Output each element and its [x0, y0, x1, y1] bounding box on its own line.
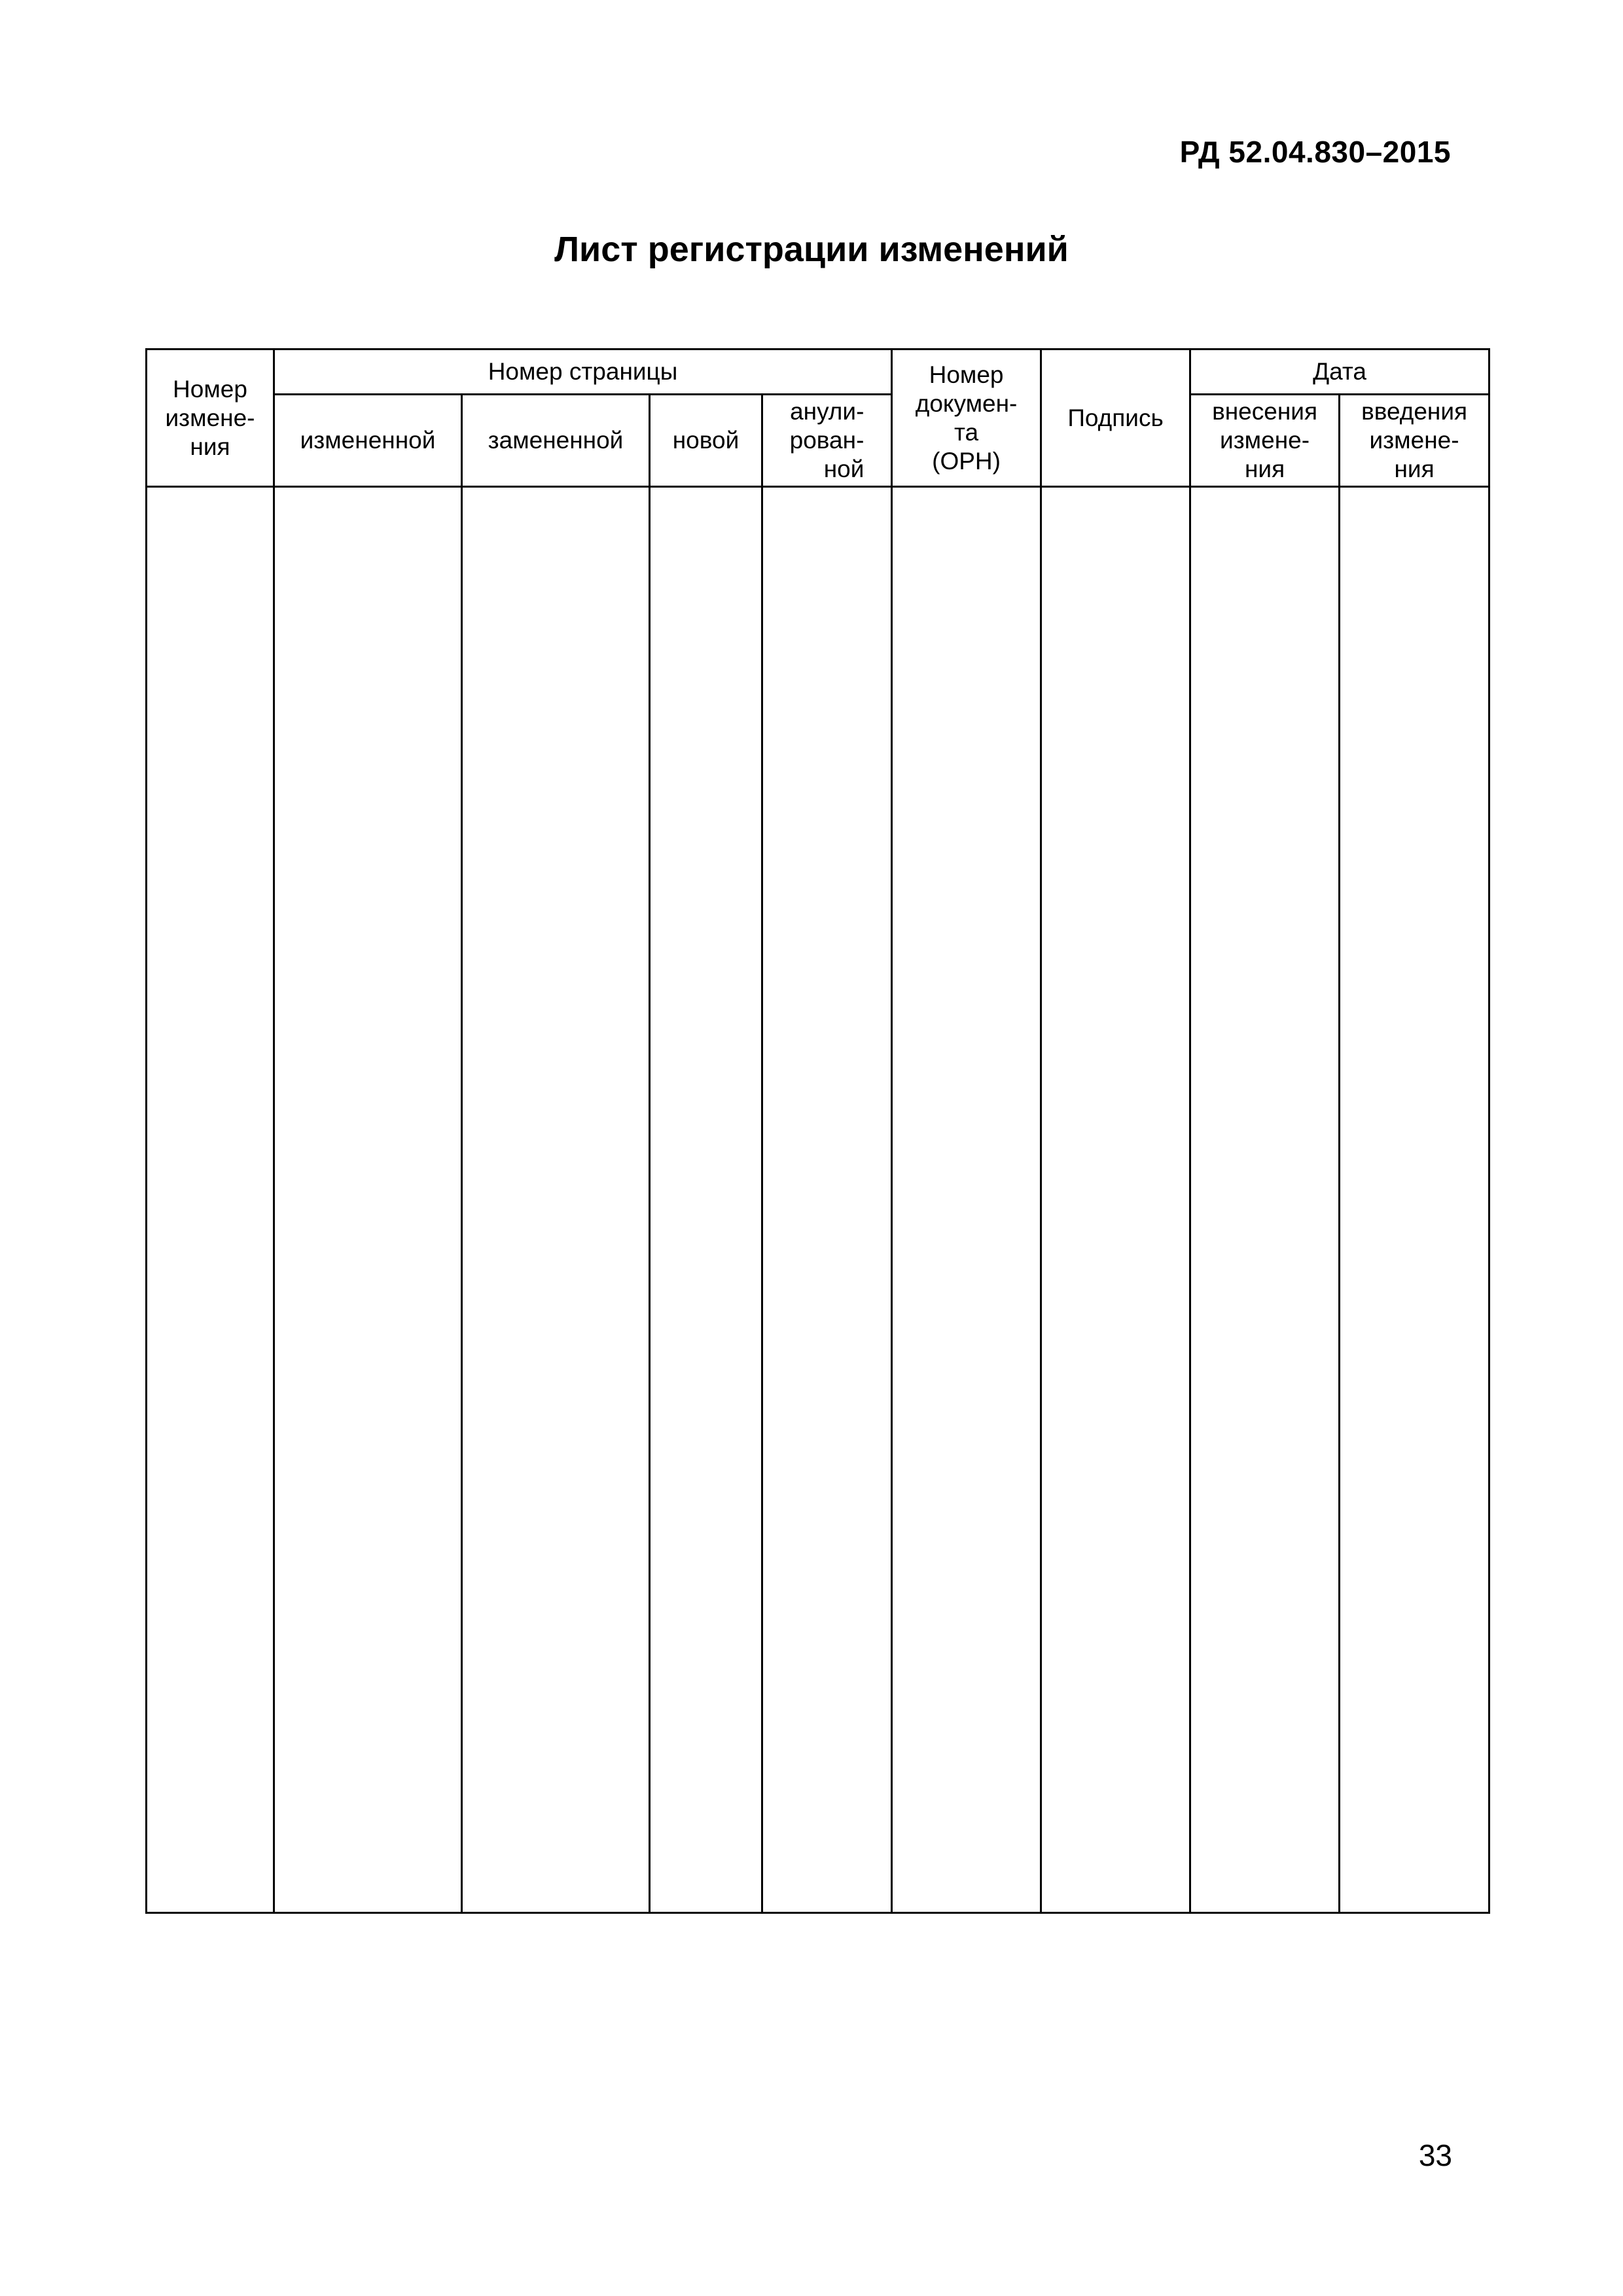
header-row-sub	[147, 395, 1489, 487]
header-signature: Подпись	[1041, 350, 1190, 487]
cell-new-page[interactable]	[650, 487, 762, 1913]
change-registration-table	[145, 348, 1490, 1914]
header-new-page: новой	[650, 395, 762, 487]
table-row	[147, 487, 1489, 1913]
page-title: Лист регистрации изменений	[554, 230, 1069, 269]
cell-replaced-page[interactable]	[462, 487, 650, 1913]
cell-document-number[interactable]	[892, 487, 1041, 1913]
header-change-number-label: Номер измене- ния	[165, 375, 255, 460]
cell-changed-page[interactable]	[274, 487, 462, 1913]
header-change-number	[147, 350, 274, 487]
header-document-number: Номер докумен- та (ОРН)	[892, 350, 1041, 487]
cell-introduction-date[interactable]	[1340, 487, 1489, 1913]
cell-entry-date[interactable]	[1190, 487, 1340, 1913]
document-code: РД 52.04.830–2015	[1179, 135, 1451, 169]
header-annulled-page: анули- рован- ной	[762, 395, 892, 487]
header-row-top	[147, 350, 1489, 395]
header-changed-page: измененной	[274, 395, 462, 487]
header-entry-date: внесения измене- ния	[1190, 395, 1340, 487]
cell-annulled-page[interactable]	[762, 487, 892, 1913]
cell-change-number[interactable]	[147, 487, 274, 1913]
header-introduction-date: введения измене- ния	[1340, 395, 1489, 487]
header-replaced-page: замененной	[462, 395, 650, 487]
header-date-group: Дата	[1190, 350, 1489, 395]
header-page-number-group: Номер страницы	[274, 350, 892, 395]
page-number: 33	[1418, 2138, 1452, 2172]
cell-signature[interactable]	[1041, 487, 1190, 1913]
